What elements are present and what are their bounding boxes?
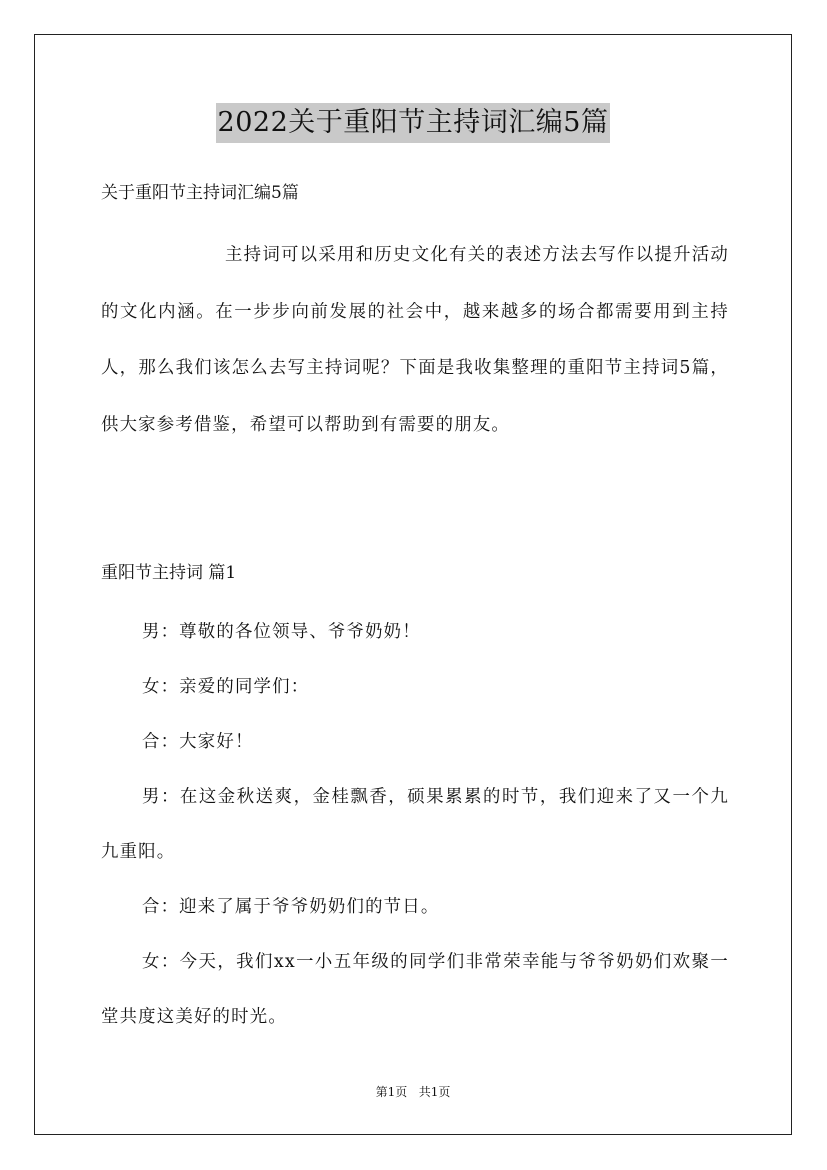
dialogue-line: 男：尊敬的各位领导、爷爷奶奶！ bbox=[142, 622, 421, 642]
section-title: 重阳节主持词 篇1 bbox=[101, 563, 237, 583]
document-subtitle: 关于重阳节主持词汇编5篇 bbox=[101, 183, 299, 203]
document-title: 2022关于重阳节主持词汇编5篇 bbox=[216, 103, 611, 143]
dialogue-line: 女：今天，我们xx一小五年级的同学们非常荣幸能与爷爷奶奶们欢聚一堂共度这美好的时光。 bbox=[101, 952, 729, 1027]
dialogue-line: 男：在这金秋送爽，金桂飘香，硕果累累的时节，我们迎来了又一个九九重阳。 bbox=[101, 787, 729, 862]
intro-paragraph: 主持词可以采用和历史文化有关的表述方法去写作以提升活动的文化内涵。在一步步向前发展的社会中，越来越多的场合都需要用到主持人，那么我们该怎么去写主持词呢？下面是我收集整理的重阳节主持词5篇，供大家参考借鉴，希望可以帮助到有需要的朋友。 bbox=[101, 245, 729, 435]
dialogue-line: 合：大家好！ bbox=[142, 732, 254, 752]
dialogue-line: 女：亲爱的同学们： bbox=[142, 677, 310, 697]
document-page bbox=[34, 34, 792, 1135]
page-footer bbox=[35, 1084, 791, 1100]
page-total: 共1页 bbox=[418, 1085, 451, 1099]
title-wrapper bbox=[35, 103, 791, 143]
dialogue-body bbox=[101, 605, 729, 1045]
dialogue-line: 合：迎来了属于爷爷奶奶们的节日。 bbox=[142, 897, 440, 917]
page-number: 第1页 bbox=[375, 1085, 408, 1099]
